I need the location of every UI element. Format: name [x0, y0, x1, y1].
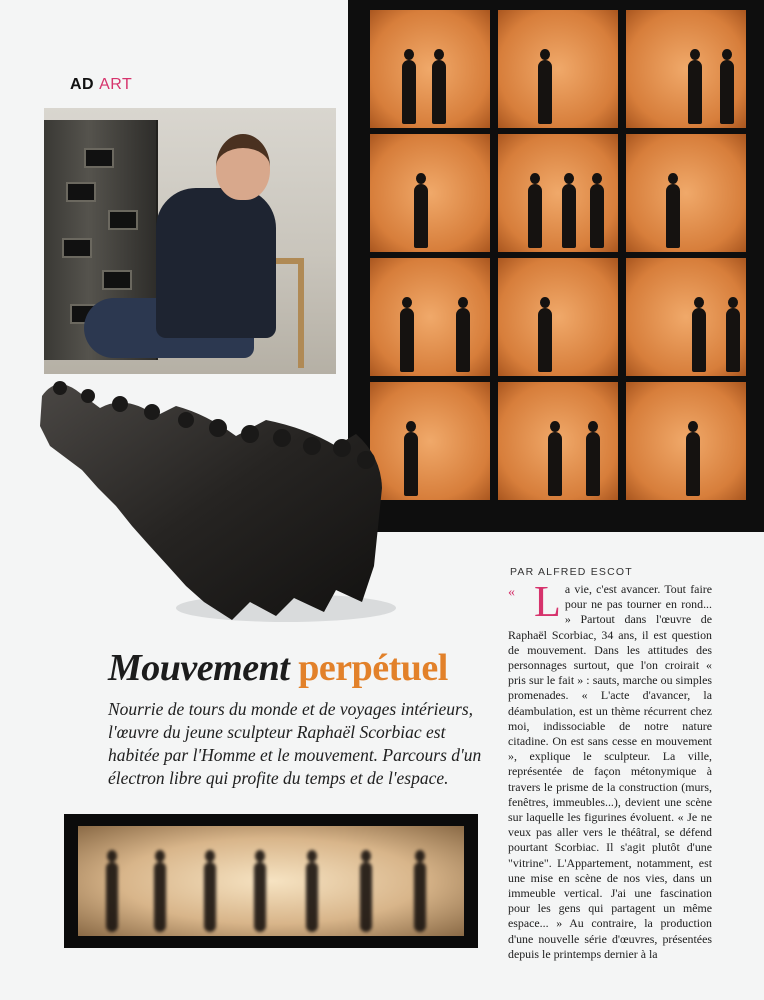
- walking-figure: [306, 862, 318, 932]
- figurine: [538, 60, 552, 124]
- figurine: [726, 308, 740, 372]
- cabinet-niche: [108, 210, 138, 230]
- opening-quote: «: [508, 585, 515, 600]
- shelf-cell: [498, 10, 618, 128]
- figurine: [456, 308, 470, 372]
- shelf-cell: [498, 134, 618, 252]
- title-accent: perpétuel: [298, 647, 448, 689]
- figurine: [562, 184, 576, 248]
- crowd-sculpture-photo: [36, 376, 396, 636]
- shelf-cell: [498, 382, 618, 500]
- section-tag: [70, 76, 132, 94]
- figurine: [538, 308, 552, 372]
- shelf-cell: [370, 258, 490, 376]
- cabinet-niche: [102, 270, 132, 290]
- shelf-row: [370, 258, 746, 376]
- figurine: [528, 184, 542, 248]
- shelf-cell: [626, 134, 746, 252]
- walking-figure: [360, 862, 372, 932]
- figurine: [432, 60, 446, 124]
- figurine: [586, 432, 600, 496]
- shelf-row: [370, 382, 746, 500]
- figurine: [720, 60, 734, 124]
- figurine: [402, 60, 416, 124]
- shelf-cell: [370, 134, 490, 252]
- figurine: [400, 308, 414, 372]
- section-label: ART: [99, 76, 133, 93]
- shelf-cell: [370, 10, 490, 128]
- walking-figure: [106, 862, 118, 932]
- walking-figure: [414, 862, 426, 932]
- drop-cap: L: [534, 577, 561, 626]
- walking-figure: [254, 862, 266, 932]
- shelf-sculpture-photo: [348, 0, 764, 532]
- cabinet-niche: [66, 182, 96, 202]
- walking-figure: [154, 862, 166, 932]
- section-prefix: AD: [70, 76, 95, 93]
- artist-portrait-photo: [44, 108, 336, 374]
- title-main: Mouvement: [108, 647, 290, 689]
- article-lead: Nourrie de tours du monde et de voyages intérieurs, l'œuvre du jeune sculpteur Raphaël Scorbiac est habitée par l'Homme et le mouvement. Parcours d'un électron libre qui profite du temps et de l'espace.: [108, 699, 482, 788]
- artist-head: [216, 134, 270, 200]
- shelf-cell: [626, 382, 746, 500]
- walking-figures-photo: [64, 814, 478, 948]
- cabinet-niche: [84, 148, 114, 168]
- figurine: [404, 432, 418, 496]
- article-body-text: a vie, c'est avancer. Tout faire pour ne pas tourner en rond... » Partout dans l'œuvre de Raphaël Scorbiac, 34 ans, il est question de mouvement. Dans les attitudes des personnages surtout, que l'on croirait « pris sur le fait » : sauts, marche ou simples promenades. « L'acte d'avancer, la déambulation, est un thème récurrent chez moi, indissociable de notre nature citadine. On est sans cesse en mouvement », explique le sculpteur. La ville, représentée de façon métonymique à travers le prisme de la construction (murs, fenêtres, immeubles...), devient une scène sur laquelle les figurines évoluent. « Je ne veux pas aller vers le théâtral, se défend pourtant Scorbiac. Il s'agit plutôt d'une "vitrine". L'Appartement, notamment, est une mise en scène de nos vies, dans un immeuble vertical. J'ai une fascination pour les gens qui partagent un même espace... » Au contraire, la production d'une nouvelle série d'œuvres, présentées depuis le printemps dernier à la: [508, 582, 712, 961]
- figurine: [686, 432, 700, 496]
- shelf-cell: [626, 258, 746, 376]
- figurine: [688, 60, 702, 124]
- figurine: [666, 184, 680, 248]
- article-body: [508, 577, 712, 962]
- shelf-cell: [626, 10, 746, 128]
- artist-torso: [156, 188, 276, 338]
- figurine: [692, 308, 706, 372]
- figurine: [590, 184, 604, 248]
- shelf-row: [370, 134, 746, 252]
- byline: PAR ALFRED ESCOT: [510, 566, 633, 578]
- article-title: [108, 646, 448, 690]
- shelf-row: [370, 10, 746, 128]
- shelf-cell: [498, 258, 618, 376]
- figurine: [414, 184, 428, 248]
- figurine: [548, 432, 562, 496]
- walking-figures-scene: [78, 826, 464, 936]
- walking-figure: [204, 862, 216, 932]
- cabinet-niche: [62, 238, 92, 258]
